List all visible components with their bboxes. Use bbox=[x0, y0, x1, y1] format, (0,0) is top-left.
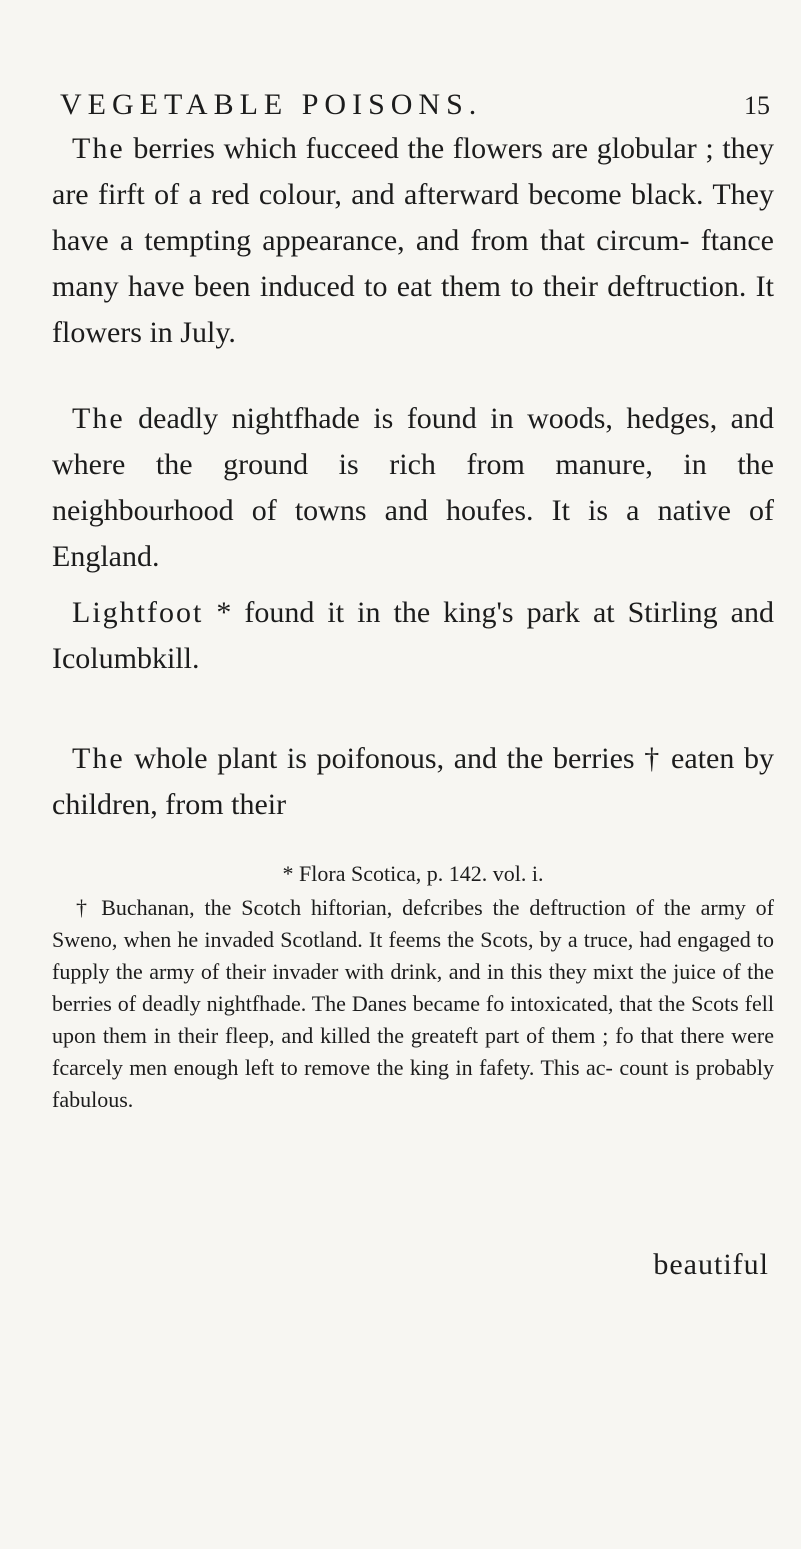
paragraph-lead: The bbox=[72, 402, 125, 435]
paragraph-lead: Lightfoot bbox=[72, 596, 204, 629]
paragraph-lead: The bbox=[72, 132, 125, 165]
paragraph-lightfoot bbox=[52, 590, 774, 682]
paragraph-poisonous bbox=[52, 736, 774, 828]
paragraph-lead: The bbox=[72, 742, 125, 775]
paragraph-text: berries which fucceed the flowers are globular ; they are firft of a red colour, and afterward become black. They have a tempting appearance, and from that circum- ftance many have been induced to eat them to their deftruction. It flowers in July. bbox=[52, 132, 774, 349]
footnote-flora-scotica: * Flora Scotica, p. 142. vol. i. bbox=[282, 861, 544, 886]
paragraph-habitat bbox=[52, 396, 774, 580]
paragraph-text: * found it in the king's park at Stirling and Icolumbkill. bbox=[52, 596, 774, 675]
running-title: VEGETABLE POISONS. bbox=[60, 88, 483, 121]
catchword: beautiful bbox=[653, 1248, 769, 1281]
paragraph-berries bbox=[52, 126, 774, 356]
page-number: 15 bbox=[744, 91, 770, 120]
footnotes bbox=[52, 858, 774, 1118]
footnote-buchanan: † Buchanan, the Scotch hiftorian, defcribes the deftruction of the army of Sweno, when he invaded Scotland. It feems the Scots, by a truce, had engaged to fupply the army of their invader with drink, and in this they mixt the juice of the berries of deadly nightfhade. The Danes became fo intoxicated, that the Scots fell upon them in their fleep, and killed the greateft part of them ; fo that there were fcarcely men enough left to remove the king in fafety. This ac- count is probably fabulous. bbox=[52, 895, 774, 1112]
paragraph-text: deadly nightfhade is found in woods, hedges, and where the ground is rich from manure, in the neighbourhood of towns and houfes. It is a native of England. bbox=[52, 402, 774, 573]
paragraph-text: whole plant is poifonous, and the berries † eaten by children, from their bbox=[52, 742, 774, 821]
running-head bbox=[60, 88, 780, 122]
